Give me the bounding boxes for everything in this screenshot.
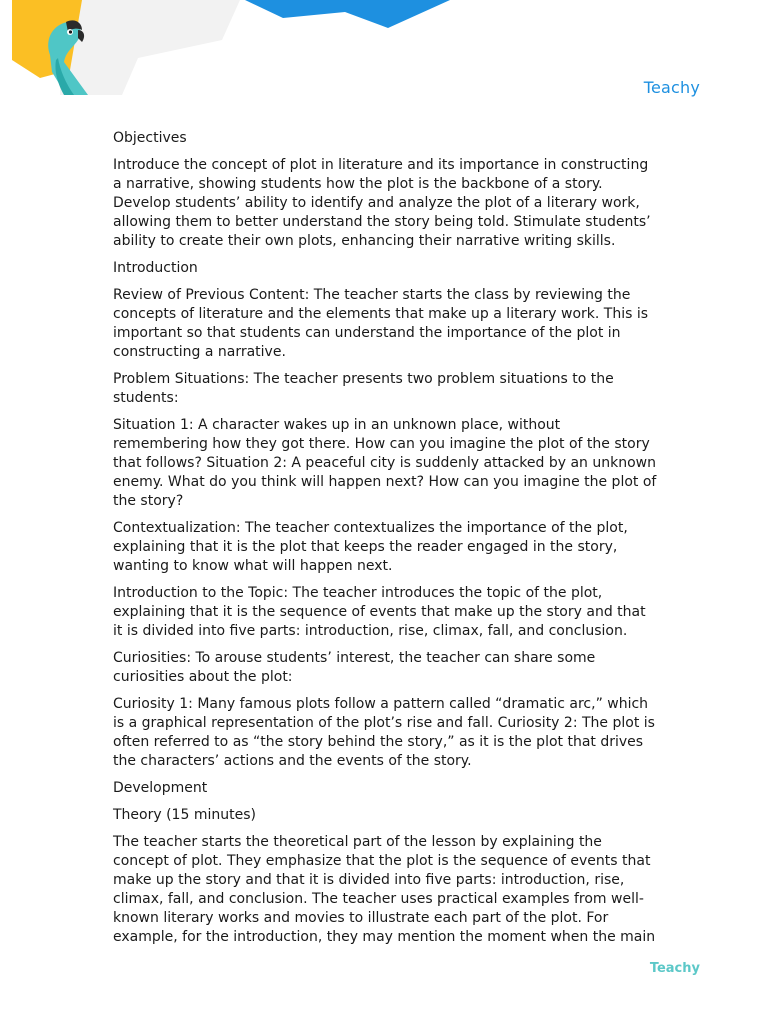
development-heading: Development	[113, 780, 208, 796]
objectives-heading: Objectives	[113, 130, 187, 146]
footer-brand: Teachy	[649, 961, 700, 976]
header-brand: Teachy	[643, 78, 700, 97]
objectives-paragraph: Introduce the concept of plot in literature and its importance in constructing a narrative, showing students how the plot is the backbone of a story. Develop students’ ability to identify and analyze the plot of a literary work, allowing them to better understand the story being told. Stimulate students’ ability to create their own plots, enhancing their narrative writing skills.	[113, 157, 651, 249]
theory-paragraph: The teacher starts the theoretical part of the lesson by explaining the concept of plot. They emphasize that the plot is the sequence of events that make up the story and that it is divided into five parts: introduction, rise, climax, fall, and conclusion. The teacher uses practical examples from well-known literary works and movies to illustrate each part of the plot. For example, for the introduction, they may mention the moment when the main	[113, 834, 656, 945]
topic-intro-paragraph: Introduction to the Topic: The teacher introduces the topic of the plot, explaining that it is the sequence of events that make up the story and that it is divided into five parts: introduction, rise, climax, fall, and conclusion.	[113, 585, 646, 639]
blue-banner-shape	[245, 0, 450, 28]
curiosities-paragraph: Curiosities: To arouse students’ interest, the teacher can share some curiosities about the plot:	[113, 650, 596, 685]
grey-panel-shape	[60, 0, 240, 95]
theory-heading: Theory (15 minutes)	[113, 807, 256, 823]
situations-paragraph: Situation 1: A character wakes up in an unknown place, without remembering how they got there. How can you imagine the plot of the story that follows? Situation 2: A peaceful city is suddenly attacked by an unknown enemy. What do you think will happen next? How can you imagine the plot of the story?	[113, 417, 657, 509]
problem-situations-paragraph: Problem Situations: The teacher presents two problem situations to the students:	[113, 371, 614, 406]
introduction-heading: Introduction	[113, 260, 198, 276]
contextualization-paragraph: Contextualization: The teacher contextualizes the importance of the plot, explaining that it is the plot that keeps the reader engaged in the story, wanting to know what will happen next.	[113, 520, 628, 574]
curiosity-details-paragraph: Curiosity 1: Many famous plots follow a pattern called “dramatic arc,” which is a graphical representation of the plot’s rise and fall. Curiosity 2: The plot is often referred to as “the story behind the story,” as it is the plot that drives the characters’ actions and the events of the story.	[113, 696, 655, 769]
review-paragraph: Review of Previous Content: The teacher starts the class by reviewing the concepts of literature and the elements that make up a literary work. This is important so that students can understand the importance of the plot in constructing a narrative.	[113, 287, 649, 360]
document-body	[113, 129, 658, 955]
